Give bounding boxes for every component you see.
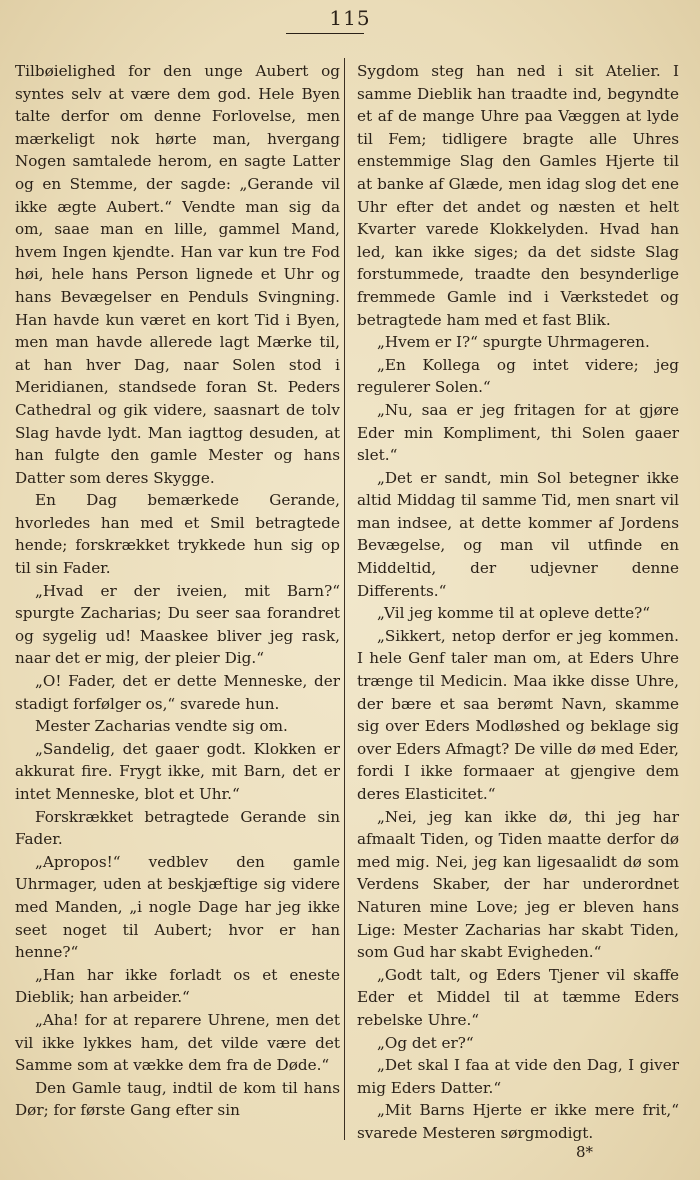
column-divider (344, 58, 345, 1140)
paragraph: „Det er sandt, min Sol betegner ikke altid Middag til samme Tid, men snart vil man indsee, at dette kommer af Jordens Bevægelse, og man vil utfinde en Middeltid, der udjevner denne Differents.“ (357, 468, 679, 600)
signature-mark: 8* (576, 1143, 594, 1161)
paragraph: „Og det er?“ (377, 1033, 474, 1052)
paragraph: Forskrækket betragtede Gerande sin Fader. (15, 807, 340, 849)
paragraph: En Dag bemærkede Gerande, hvorledes han med et Smil betragtede hende; forskrækket trykkede hun sig op til sin Fader. (15, 491, 340, 578)
paragraph: „Nei, jeg kan ikke dø, thi jeg har afmaalt Tiden, og Tiden maatte derfor dø med mig. Nei, jeg kan ligesaalidt dø som Verdens Skaber, der har underordnet Naturen mine Love; jeg er bleven hans Lige: Mester Zacharias har skabt Tiden, som Gud har skabt Evigheden.“ (357, 807, 679, 962)
paragraph: „Apropos!“ vedblev den gamle Uhrmager, uden at beskjæftige sig videre med Manden, „i nogle Dage har jeg ikke seet noget til Aubert; hvor er han henne?“ (15, 852, 340, 962)
paragraph: Sygdom steg han ned i sit Atelier. I samme Dieblik han traadte ind, begyndte et af de mange Uhre paa Væggen at lyde til Fem; tidligere bragte alle Uhres enstemmige Slag den Gamles Hjerte til at banke af Glæde, men idag slog det ene Uhr efter det andet og næsten et helt Kvarter varede Klokkelyden. Hvad han led, kan ikke siges; da det sidste Slag forstummede, traadte den besynderlige fremmede Gamle ind i Værkstedet og betragtede ham med et fast Blik. (357, 62, 679, 329)
paragraph: „En Kollega og intet videre; jeg regulerer Solen.“ (357, 355, 679, 397)
left-column (15, 60, 340, 1122)
paragraph: Mester Zacharias vendte sig om. (35, 717, 288, 736)
paragraph: „Hvem er I?“ spurgte Uhrmageren. (377, 333, 650, 352)
paragraph: „Godt talt, og Eders Tjener vil skaffe Eder et Middel til at tæmme Eders rebelske Uhre.“ (357, 965, 679, 1029)
paragraph: „Sikkert, netop derfor er jeg kommen. I hele Genf taler man om, at Eders Uhre trænge til Medicin. Maa ikke disse Uhre, der bære et saa berømt Navn, skamme sig over Eders Modløshed og beklage sig over Eders Afmagt? De ville dø med Eder, fordi I ikke formaaer at gjengive dem deres Elasticitet.“ (357, 626, 679, 803)
paragraph: „Sandelig, det gaaer godt. Klokken er akkurat fire. Frygt ikke, mit Barn, det er intet Menneske, blot et Uhr.“ (15, 739, 340, 803)
paragraph: „O! Fader, det er dette Menneske, der stadigt forfølger os,“ svarede hun. (15, 672, 340, 713)
right-column (357, 60, 679, 1145)
paragraph: „Vil jeg komme til at opleve dette?“ (377, 604, 651, 623)
paragraph: Den Gamle taug, indtil de kom til hans Dør; for første Gang efter sin (15, 1078, 340, 1120)
paragraph: Tilbøielighed for den unge Aubert og syntes selv at være dem god. Hele Byen talte derfor om denne Forlovelse, men mærkeligt nok hørte man, hvergang Nogen samtalede herom, en sagte Latter og en Stemme, der sagde: „Gerande vil ikke ægte Aubert.“ Vendte man sig da om, saae man en lille, gammel Mand, hvem Ingen kjendte. Han var kun tre Fod høi, hele hans Person lignede et Uhr og hans Bevægelser en Penduls Svingning. Han havde kun været en kort Tid i Byen, men man havde allerede lagt Mærke til, at han hver Dag, naar Solen stod i Meridianen, standsede foran St. Peders Cathedral og gik videre, saasnart de tolv Slag havde lydt. Man iagttog desuden, at han fulgte den gamle Mester og hans Datter som deres Skygge. (15, 62, 340, 487)
paragraph: „Mit Barns Hjerte er ikke mere frit,“ svarede Mesteren sørgmodigt. (357, 1101, 679, 1142)
paragraph: „Det skal I faa at vide den Dag, I giver mig Eders Datter.“ (357, 1056, 679, 1097)
header-rule (286, 33, 364, 34)
paragraph: „Hvad er der iveien, mit Barn?“ spurgte Zacharias; Du seer saa forandret og sygelig ud! Maaskee bliver jeg rask, naar det er mig, der pleier Dig.“ (15, 581, 340, 668)
paragraph: „Aha! for at reparere Uhrene, men det vil ikke lykkes ham, det vilde være det Samme som at vække dem fra de Døde.“ (15, 1010, 340, 1075)
paragraph: „Nu, saa er jeg fritagen for at gjøre Eder min Kompliment, thi Solen gaaer slet.“ (357, 400, 679, 465)
page-number: 115 (329, 6, 371, 30)
paragraph: „Han har ikke forladt os et eneste Dieblik; han arbeider.“ (15, 965, 340, 1007)
